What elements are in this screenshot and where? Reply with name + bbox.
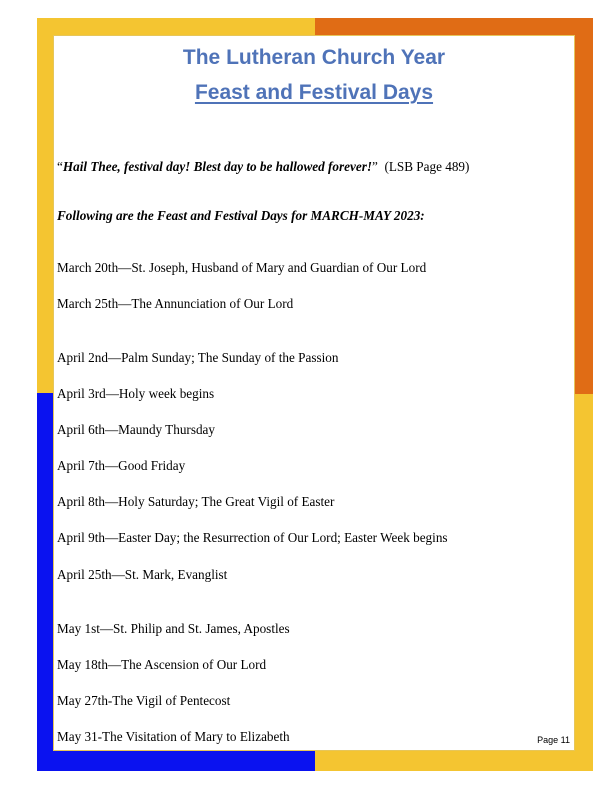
feast-item: April 2nd—Palm Sunday; The Sunday of the Passion: [57, 350, 339, 365]
feast-item: March 25th—The Annunciation of Our Lord: [57, 296, 294, 311]
page-content: [53, 35, 575, 751]
intro-text: Following are the Feast and Festival Days for MARCH-MAY 2023:: [57, 208, 425, 223]
quote-close-mark: ”: [371, 159, 378, 174]
feast-item: May 31-The Visitation of Mary to Elizabeth: [57, 729, 290, 744]
hymn-quote: [57, 159, 469, 175]
quote-text: Hail Thee, festival day! Blest day to be hallowed forever!: [62, 159, 372, 174]
feast-item: April 25th—St. Mark, Evanglist: [57, 567, 228, 582]
feast-item: April 8th—Holy Saturday; The Great Vigil of Easter: [57, 494, 335, 509]
page-title: The Lutheran Church Year: [182, 46, 446, 69]
quote-open-mark: “: [57, 159, 63, 174]
feast-item: May 1st—St. Philip and St. James, Apostles: [57, 621, 290, 636]
page-subtitle: Feast and Festival Days: [194, 81, 434, 104]
quote-source: (LSB Page 489): [384, 159, 470, 174]
feast-item: April 9th—Easter Day; the Resurrection of Our Lord; Easter Week begins: [57, 530, 448, 545]
feast-item: March 20th—St. Joseph, Husband of Mary and Guardian of Our Lord: [57, 260, 427, 275]
page-number: Page 11: [537, 735, 570, 745]
feast-item: April 3rd—Holy week begins: [57, 386, 215, 401]
feast-item: May 27th-The Vigil of Pentecost: [57, 693, 231, 708]
feast-item: April 6th—Maundy Thursday: [57, 422, 215, 437]
feast-item: May 18th—The Ascension of Our Lord: [57, 657, 267, 672]
feast-item: April 7th—Good Friday: [57, 458, 186, 473]
